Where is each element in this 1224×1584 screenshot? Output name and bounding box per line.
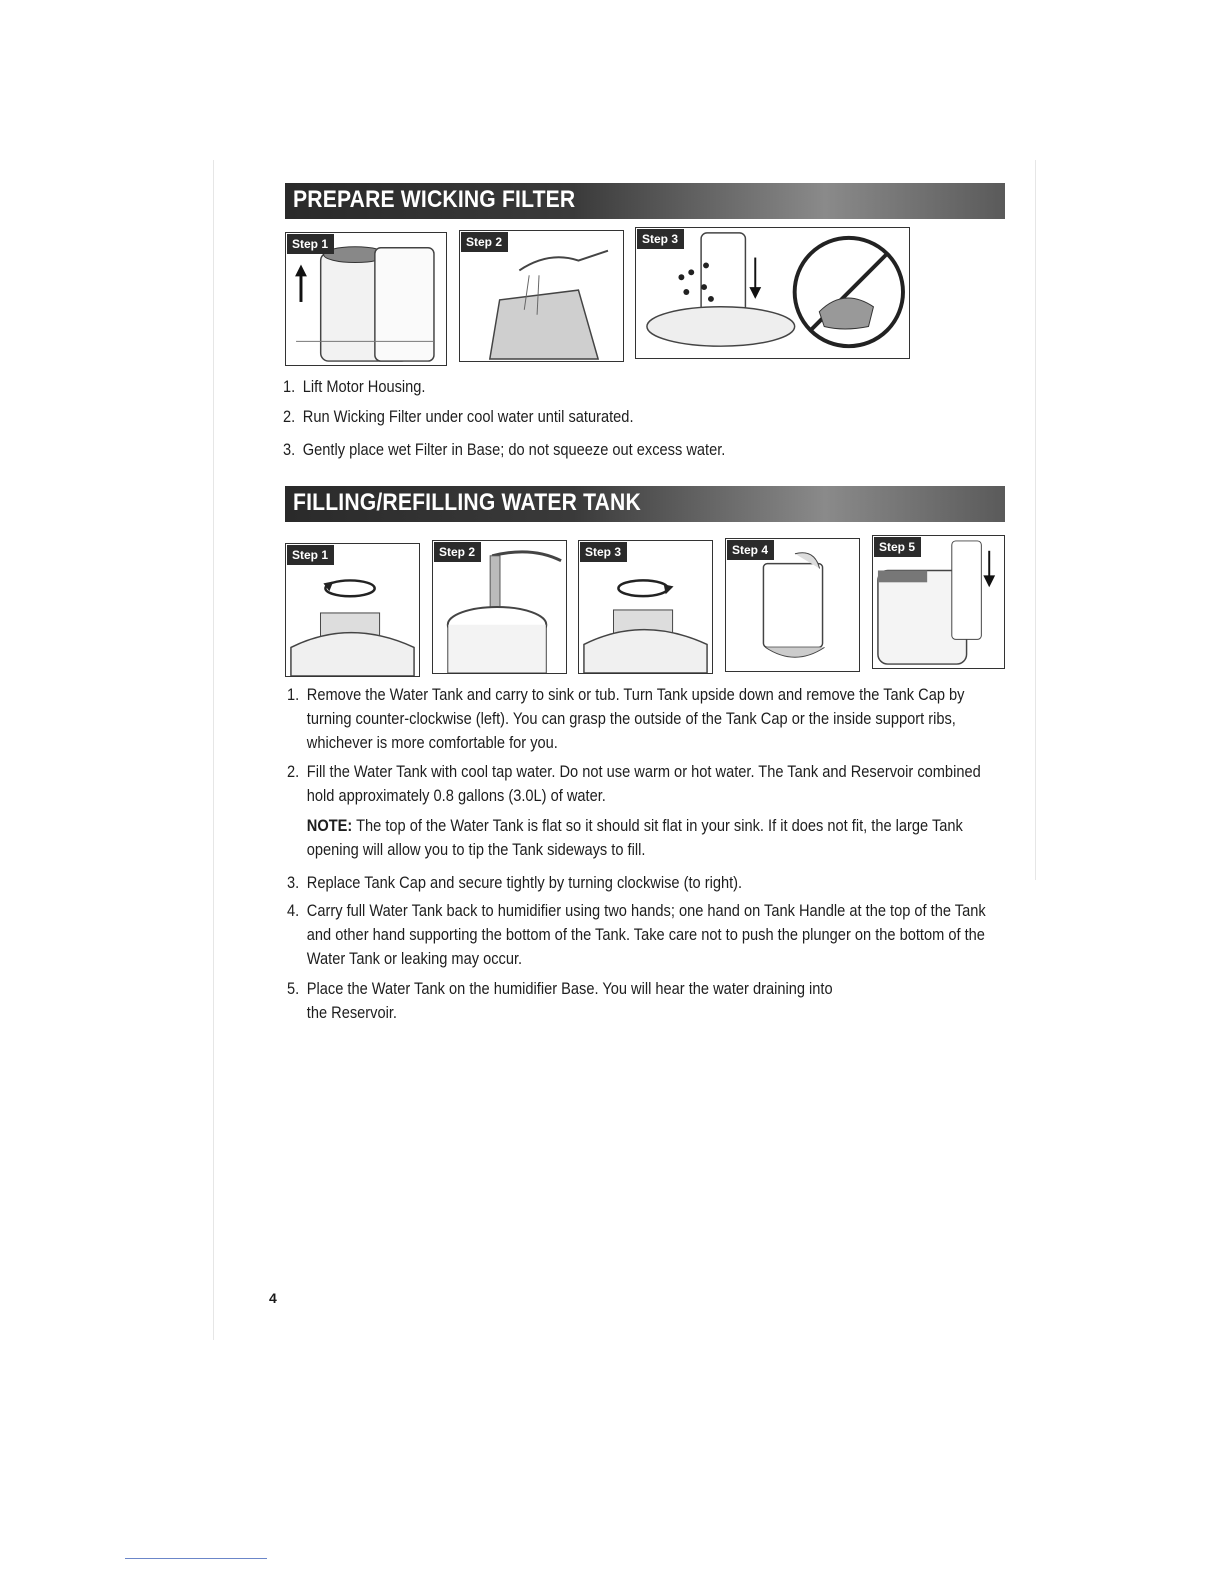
- step-label: Step 1: [287, 545, 334, 565]
- section-banner-filling-tank: [285, 486, 1005, 522]
- step-label: Step 5: [874, 537, 921, 557]
- step-label: Step 4: [727, 540, 774, 560]
- step-label: Step 3: [637, 229, 684, 249]
- section-title: PREPARE WICKING FILTER: [293, 186, 576, 213]
- page-number: 4: [269, 1290, 277, 1306]
- step-label: Step 3: [580, 542, 627, 562]
- scan-margin-line: [213, 160, 214, 1340]
- illustration-filling-step-4: [725, 538, 860, 672]
- illustration-prepare-step-2: [459, 230, 624, 362]
- illustration-filling-step-2: [432, 540, 567, 674]
- step-label: Step 2: [461, 232, 508, 252]
- section-title: FILLING/REFILLING WATER TANK: [293, 489, 641, 516]
- note-label: NOTE:: [306, 816, 353, 835]
- step-label: Step 1: [287, 234, 334, 254]
- scan-margin-line: [1035, 160, 1036, 880]
- illustration-filling-step-1: [285, 543, 420, 677]
- illustration-prepare-step-3: [635, 227, 910, 359]
- footnote-rule: [125, 1558, 267, 1559]
- note-text: The top of the Water Tank is flat so it should sit flat in your sink. If it does not fit, the large Tank opening will allow you to tip the Tank sideways to fill.: [306, 816, 963, 859]
- illustration-filling-step-5: [872, 535, 1005, 669]
- section-banner-prepare-filter: [285, 183, 1005, 219]
- illustration-filling-step-3: [578, 540, 713, 674]
- illustration-prepare-step-1: [285, 232, 447, 366]
- step-label: Step 2: [434, 542, 481, 562]
